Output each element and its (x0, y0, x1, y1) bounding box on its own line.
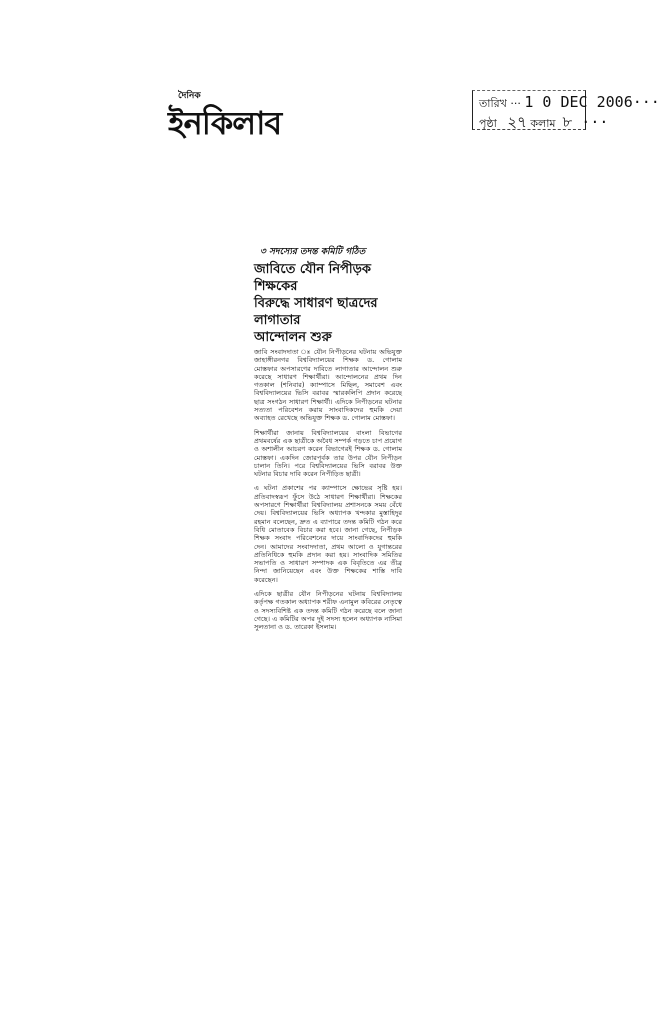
article (254, 244, 402, 638)
masthead-small: দৈনিক (178, 91, 201, 101)
paragraph: জাবি সংবাদদাতা ঃ যৌন নিপীড়নের ঘটনায় অভিযুক্ত জাহাঙ্গীরনগর বিশ্ববিদ্যালয়ের শিক্ষক ড. গোলাম মোস্তফার অপসারণের দাবিতে লাগাতার আন্দোলন শুরু করেছে সাধারণ শিক্ষার্থীরা। আন্দোলনের প্রথম দিন গতকাল (শনিবার) ক্যাম্পাসে মিছিল, সমাবেশ এবং বিশ্ববিদ্যালয়ের ভিসি বরাবর স্মারকলিপি প্রদান করেছে ছাত্র সংগঠন সাধারণ শিক্ষার্থী। এদিকে নিপীড়নের ঘটনার সত্যতা পরিবেশন করায় সাংবাদিকদের হুমকি দেয়া অব্যাহত রেখেছে অভিযুক্ত শিক্ষক ড. গোলাম মোস্তফা। (254, 348, 402, 423)
page-label: পৃষ্ঠা (479, 117, 497, 130)
headline-line: জাবিতে যৌন নিপীড়ক শিক্ষকের (254, 262, 372, 294)
article-kicker: ৩ সদস্যের তদন্ত কমিটি গঠিত (260, 247, 366, 257)
column-label: কলাম (530, 117, 556, 130)
paragraph: এ ঘটনা প্রকাশের পর ক্যাম্পাসে ক্ষোভের সৃষ্টি হয়। প্রতিবাদস্বরূপ ফুঁসে উঠে সাধারণ শিক্ষার্থীরা। শিক্ষকের অপসারণে শিক্ষার্থীরা বিশ্ববিদ্যালয় প্রশাসনকে সময় বেঁধে দেয়। বিশ্ববিদ্যালয়ের ভিসি অধ্যাপক খন্দকার মুস্তাহিদুর রহমান বলেছেন, দ্রুত এ ব্যাপারে তদন্ত কমিটি গঠন করে বিধি মোতাবেক বিচার করা হবে। জানা গেছে, নিপীড়ক শিক্ষক সংবাদ পরিবেশনের দায়ে সাংবাদিকদের হুমকি দেন। আমাদের সংবাদদাতা, প্রথম আলো ও যুগান্তরের প্রতিনিধিকে হুমকি প্রদান করা হয়। সাংবাদিক সমিতির সভাপতি ও সাধারণ সম্পাদক এক বিবৃতিতে এর তীব্র নিন্দা জানিয়েছেন এবং উক্ত শিক্ষকের শাস্তি দাবি করেছেন। (254, 484, 402, 584)
date-value: 1 0 DEC 2006··· (524, 93, 660, 111)
article-headline (254, 261, 402, 346)
newspaper-name: ইনকিলাব (168, 104, 282, 142)
paragraph: এদিকে ছাত্রীর যৌন নিপীড়নের ঘটনায় বিশ্ববিদ্যালয় কর্তৃপক্ষ গতকাল অধ্যাপক শরীফ এনামুল কবিরের নেতৃত্বে ও সদস্যবিশিষ্ট এক তদন্ত কমিটি গঠন করেছে বলে জানা গেছে। এ কমিটির অপর দুই সদস্য হলেন অধ্যাপক নাসিমা সুলতানা ও ড. তারেকা ইসলাম। (254, 590, 402, 632)
date-stamp (472, 90, 660, 131)
headline-line: আন্দোলন শুরু (254, 330, 332, 345)
page-value: ২৭ (507, 113, 527, 131)
article-body (254, 348, 402, 632)
paragraph: শিক্ষার্থীরা জানায় বিশ্ববিদ্যালয়ের বাংলা বিভাগের প্রথমবর্ষের এক ছাত্রীকে অবৈধ সম্পর্ক গড়তে চাপ প্রয়োগ ও অশালীন আচরণ করেন বিভাগেরই শিক্ষক ড. গোলাম মোস্তফা। একদিন জোরপূর্বক তার উপর যৌন নিপীড়ন চালান তিনি। পরে বিশ্ববিদ্যালয়ের ভিসি বরাবর উক্ত ঘটনার বিচার দাবি করেন নিপীড়িত ছাত্রী। (254, 428, 402, 479)
column-value: ৮ ··· (562, 113, 609, 131)
headline-line: বিরুদ্ধে সাধারণ ছাত্রদের লাগাতার (254, 296, 378, 328)
date-label: তারিখ ··· (479, 97, 521, 110)
